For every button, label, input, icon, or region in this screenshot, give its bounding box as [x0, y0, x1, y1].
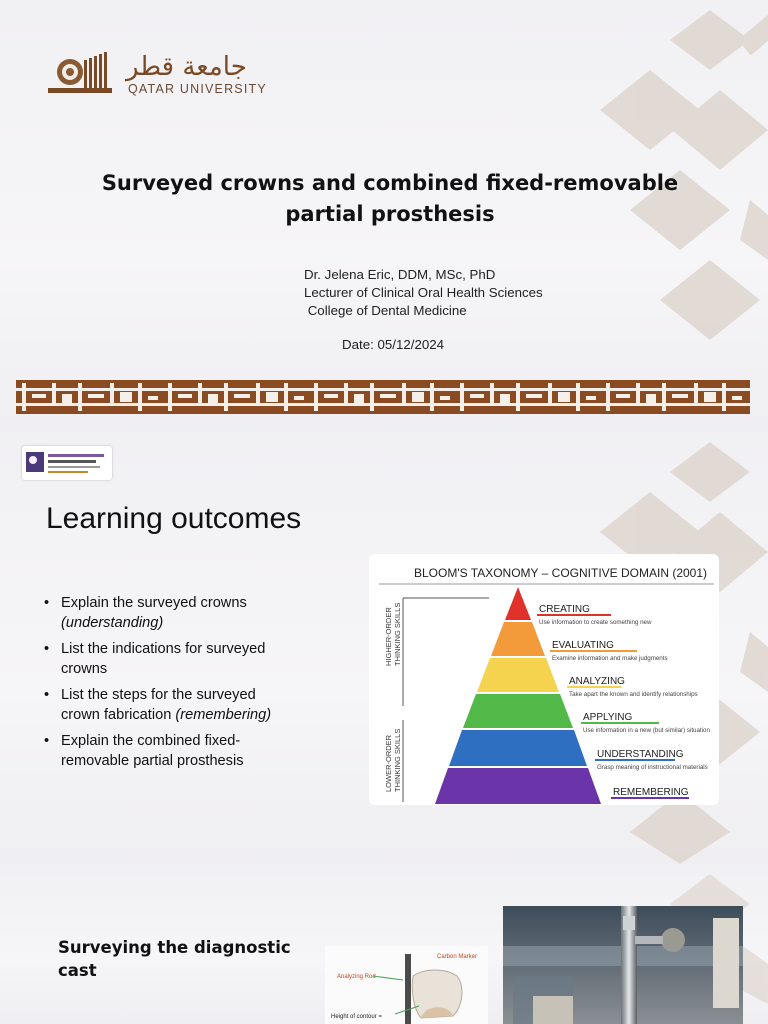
label-carbon-marker: Carbon Marker [437, 954, 478, 960]
bloom-level-note: (remembering) [175, 706, 272, 723]
level-desc-evaluating: Examine information and make judgments [552, 655, 668, 662]
level-label-applying: APPLYING [583, 712, 633, 723]
list-item: • List the indications for surveyed crowns [44, 640, 284, 679]
level-label-analyzing: ANALYZING [569, 676, 625, 687]
college-dental-medicine-logo [22, 446, 112, 480]
level-label-remembering: REMEMBERING [613, 787, 689, 798]
university-emblem-icon [48, 50, 112, 96]
slide-title: Surveying the diagnostic cast [58, 938, 291, 980]
lower-order-label: LOWER-ORDER [384, 734, 393, 792]
blooms-taxonomy-figure [369, 554, 719, 805]
author-block [304, 266, 543, 320]
title-slide [0, 0, 768, 432]
list-item: • Explain the surveyed crowns (understanding) [44, 594, 284, 633]
level-label-evaluating: EVALUATING [552, 640, 614, 651]
list-item: • List the steps for the surveyed crown fabrication (remembering) [44, 686, 284, 725]
author-name: Dr. Jelena Eric, DDM, MSc, PhD [304, 267, 496, 282]
pyramid-level-applying [463, 694, 573, 728]
dental-surveyor-photo [503, 906, 743, 1024]
pyramid-level-evaluating [491, 622, 545, 656]
list-item: • Explain the combined fixed-removable partial prosthesis [44, 732, 284, 771]
label-height-of-contour: Height of contour = [331, 1014, 382, 1020]
learning-outcomes-list [44, 594, 284, 778]
presentation-date: Date: 05/12/2024 [342, 337, 445, 352]
title-line-2: partial prosthesis [285, 202, 495, 226]
higher-order-label-2: THINKING SKILLS [393, 602, 402, 666]
level-desc-understanding: Grasp meaning of instructional materials [597, 764, 708, 771]
learning-outcomes-slide [0, 432, 768, 864]
bloom-title: BLOOM'S TAXONOMY – COGNITIVE DOMAIN (2001) [414, 566, 708, 580]
pyramid-level-creating [505, 587, 531, 620]
level-label-understanding: UNDERSTANDING [597, 749, 684, 760]
title-line-1: Surveyed crowns and combined fixed-removable [101, 171, 679, 195]
pyramid-level-understanding [449, 730, 587, 766]
pyramid-level-remembering [435, 768, 601, 804]
label-analyzing-rod: Analyzing Rod [337, 974, 376, 980]
level-desc-applying: Use information in a new (but similar) situation [583, 727, 710, 734]
level-label-creating: CREATING [539, 604, 590, 615]
surveying-slide [0, 864, 768, 1024]
level-desc-creating: Use information to create something new [539, 619, 652, 626]
lower-order-label-2: THINKING SKILLS [393, 728, 402, 792]
section-heading: Learning outcomes [46, 502, 302, 535]
author-position: Lecturer of Clinical Oral Health Sciences [304, 285, 543, 300]
logo-arabic-text: جامعة قطر [126, 52, 247, 82]
pyramid-level-analyzing [477, 658, 559, 692]
tooth-surveying-diagram [325, 946, 488, 1024]
bloom-level-note: (understanding) [61, 614, 164, 631]
level-desc-analyzing: Take apart the known and identify relationships [569, 691, 698, 698]
presentation-title [60, 168, 720, 230]
qatar-university-logo [48, 50, 268, 100]
calligraphy-pattern-band [16, 380, 750, 414]
higher-order-label: HIGHER-ORDER [384, 607, 393, 666]
logo-english-text: QATAR UNIVERSITY [128, 82, 267, 96]
author-college: College of Dental Medicine [304, 303, 467, 318]
